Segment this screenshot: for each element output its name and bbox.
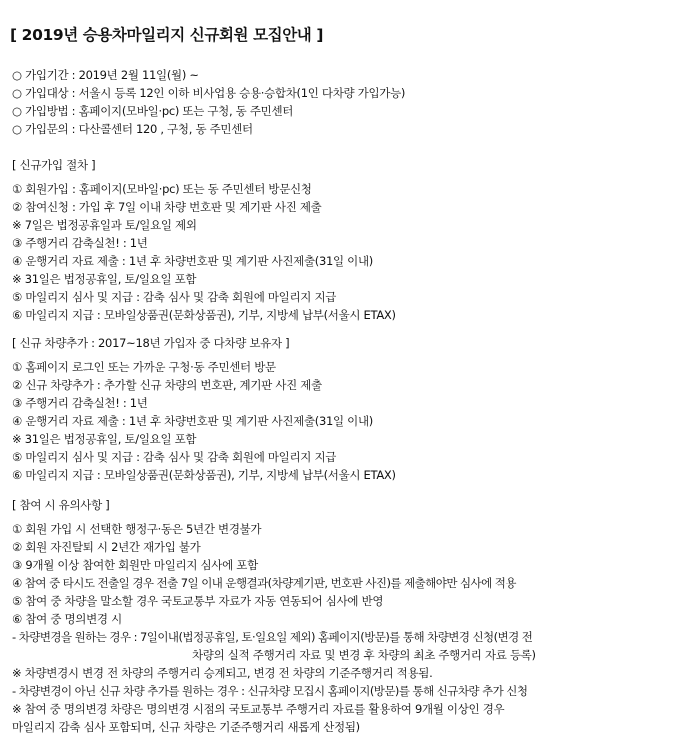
info-list: [12, 66, 688, 138]
list-item: ⑥ 참여 중 명의변경 시: [12, 612, 122, 626]
list-item: ⑤ 마일리지 심사 및 지급 : 감축 심사 및 감축 회원에 마일리지 지급: [12, 290, 337, 304]
list-item: ⑤ 참여 중 차량을 말소할 경우 국토교통부 자료가 자동 연동되어 심사에 반영: [12, 594, 384, 608]
section-heading: [ 신규 차량추가 : 2017~18년 가입자 중 다차량 보유자 ]: [12, 336, 290, 350]
section-signup: [12, 156, 688, 324]
sub-item: - 차량변경이 아닌 신규 차량 추가를 원하는 경우 : 신규차량 모집시 홈페이지(방문)를 통해 신규차량 추가 신청: [12, 684, 528, 698]
list-item: ① 회원가입 : 홈페이지(모바일·pc) 또는 동 주민센터 방문신청: [12, 182, 312, 196]
section-add-vehicle: [12, 334, 688, 484]
list-item: ① 홈페이지 로그인 또는 가까운 구청·동 주민센터 방문: [12, 360, 276, 374]
sub-item-continued: 차량의 실적 주행거리 자료 및 변경 후 차량의 최초 주행거리 자료 등록): [192, 648, 536, 662]
note-item: ※ 31일은 법정공휴일, 토/일요일 포함: [12, 432, 197, 446]
info-target: ○ 가입대상 : 서울시 등록 12인 이하 비사업용 승용·승합차(1인 다차량 가입가능): [12, 86, 406, 100]
list-item: ③ 주행거리 감축실천! : 1년: [12, 236, 148, 250]
list-item: ⑥ 마일리지 지급 : 모바일상품권(문화상품권), 기부, 지방세 납부(서울시 ETAX): [12, 468, 396, 482]
list-item: ③ 주행거리 감축실천! : 1년: [12, 396, 148, 410]
list-item: ④ 운행거리 자료 제출 : 1년 후 차량번호판 및 계기판 사진제출(31일 이내): [12, 254, 373, 268]
info-period: ○ 가입기간 : 2019년 2월 11일(월) ~: [12, 68, 199, 82]
list-item: ② 신규 차량추가 : 추가할 신규 차량의 번호판, 계기판 사진 제출: [12, 378, 322, 392]
list-item: ② 회원 자진탈퇴 시 2년간 재가입 불가: [12, 540, 201, 554]
section-precautions: [12, 496, 688, 736]
note-item: ※ 차량변경시 변경 전 차량의 주행거리 승계되고, 변경 전 차량의 기준주행거리 적용됨.: [12, 666, 433, 680]
note-item: ※ 참여 중 명의변경 차량은 명의변경 시점의 국토교통부 주행거리 자료를 활용하여 9개월 이상인 경우: [12, 702, 505, 716]
info-contact: ○ 가입문의 : 다산콜센터 120 , 구청, 동 주민센터: [12, 122, 253, 136]
list-item: ⑤ 마일리지 심사 및 지급 : 감축 심사 및 감축 회원에 마일리지 지급: [12, 450, 337, 464]
list-item: ⑥ 마일리지 지급 : 모바일상품권(문화상품권), 기부, 지방세 납부(서울시 ETAX): [12, 308, 396, 322]
section-heading: [ 참여 시 유의사항 ]: [12, 498, 110, 512]
note-item-continued: 마일리지 감축 심사 포함되며, 신규 차량은 기준주행거리 새롭게 산정됨): [12, 720, 360, 734]
list-item: ② 참여신청 : 가입 후 7일 이내 차량 번호판 및 계기판 사진 제출: [12, 200, 322, 214]
page-title: [ 2019년 승용차마일리지 신규회원 모집안내 ]: [10, 26, 324, 44]
info-method: ○ 가입방법 : 홈페이지(모바일·pc) 또는 구청, 동 주민센터: [12, 104, 294, 118]
list-item: ③ 9개월 이상 참여한 회원만 마일리지 심사에 포함: [12, 558, 258, 572]
section-heading: [ 신규가입 절차 ]: [12, 158, 96, 172]
sub-item: - 차량변경을 원하는 경우 : 7일이내(법정공휴일, 토·일요일 제외) 홈페이지(방문)를 통해 차량변경 신청(변경 전: [12, 630, 533, 644]
note-item: ※ 7일은 법정공휴일과 토/일요일 제외: [12, 218, 197, 232]
list-item: ① 회원 가입 시 선택한 행정구·동은 5년간 변경불가: [12, 522, 262, 536]
list-item: ④ 참여 중 타시도 전출일 경우 전출 7일 이내 운행결과(차량계기판, 번호판 사진)를 제출해야만 심사에 적용: [12, 576, 516, 590]
note-item: ※ 31일은 법정공휴일, 토/일요일 포함: [12, 272, 197, 286]
list-item: ④ 운행거리 자료 제출 : 1년 후 차량번호판 및 계기판 사진제출(31일 이내): [12, 414, 373, 428]
